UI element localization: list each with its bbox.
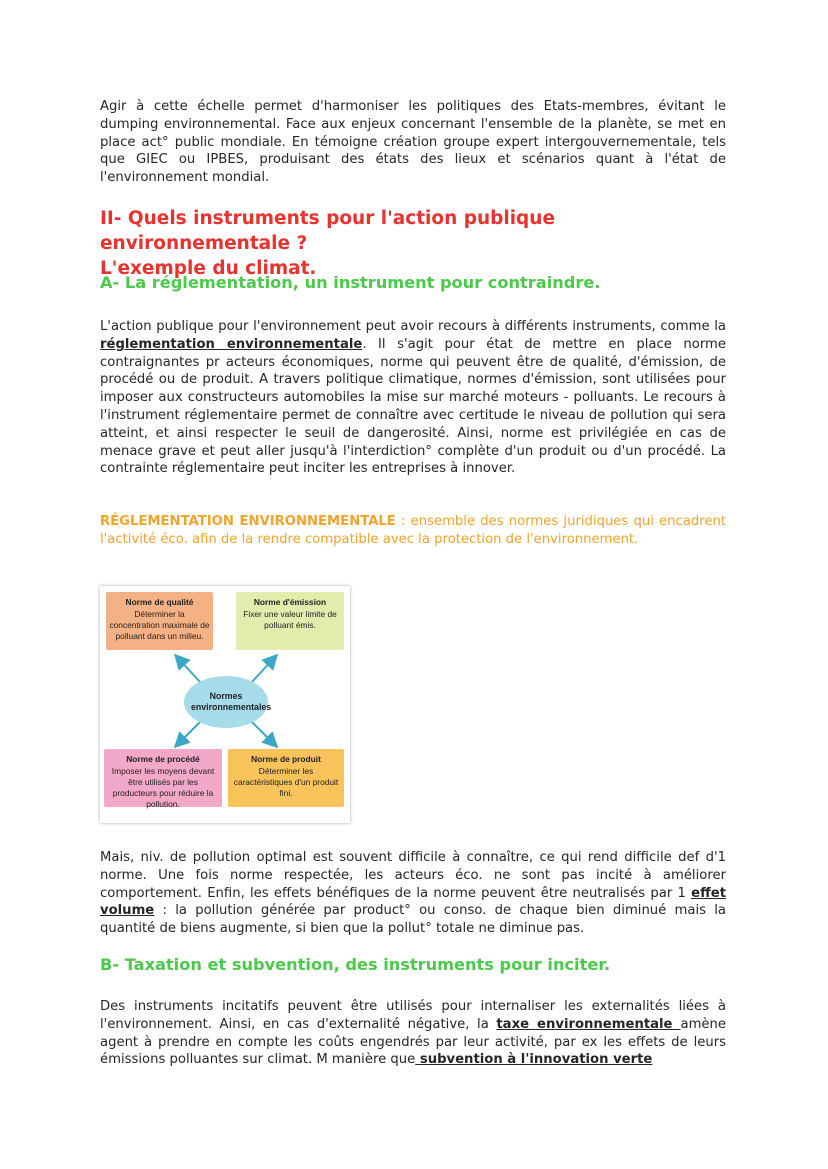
section-2-heading: [100, 206, 730, 281]
section-b-text-middle: amène agent à prendre en compte les coûts engendrés par leur activité, par ex les effets de leurs émissions polluantes sur climat. M manière que: [100, 1016, 727, 1068]
arrow-to-procede: [178, 722, 200, 744]
section-2-title-line2: L'exemple du climat.: [100, 258, 317, 279]
section-b-paragraph: [100, 998, 726, 1069]
intro-text: Agir à cette échelle permet d'harmoniser les politiques des Etats-membres, évitant le dumping environnemental. Face aux enjeux concernant l'ensemble de la planète, se met en place act° public mondiale. En témoigne création groupe expert intergouvernementale, tels que GIEC ou IPBES, produisant des états des lieux et scénarios quant à l'état de l'environnement mondial.: [100, 99, 726, 186]
section-a-p2-text-before: Mais, niv. de pollution optimal est souvent difficile à connaître, ce qui rend difficile def d'1 norme. Une fois norme respectée, les acteurs éco. ne sont pas incité à améliorer comportement. Enfin, les effets bénéfiques de la norme peuvent être neutralisés par 1: [100, 850, 726, 901]
definition-paragraph: [100, 513, 726, 549]
diagram-center-label: Normes environnementales: [191, 691, 272, 712]
term-effet-volume: effet volume: [100, 885, 726, 919]
normes-environnementales-ellipse: [184, 676, 272, 728]
norme-emission-text: Fixer une valeur limite de polluant émis.: [243, 609, 337, 630]
normes-environnementales-diagram: [100, 586, 350, 823]
section-b-text-before: Des instruments incitatifs peuvent être utilisés pour internaliser les externalités liées à l'environnement. Ainsi, en cas d'externalité négative, la: [100, 999, 726, 1032]
arrow-to-produit: [252, 722, 274, 744]
section-a-p1-text-after: . Il s'agit pour état de mettre en place norme contraignantes pr acteurs économiques, norme qui peuvent être de qualité, d'émission, de procédé ou de produit. A travers politique climatique, normes d'émission, sont utilisées pour imposer aux constructeurs automobiles la mise sur marché moteurs - polluants. Le recours à l'instrument réglementaire permet de connaître avec certitude le niveau de pollution qui sera atteint, et ainsi respecter le seuil de dangerosité. Ainsi, norme est privilégiée en cas de menace grave et peut aller jusqu'à l'interdiction° complète d'un produit ou d'un procédé. La contrainte réglementaire peut inciter les entreprises à innover.: [100, 336, 726, 477]
section-a-heading: [100, 272, 730, 294]
definition-text: : ensemble des normes juridiques qui encadrent l'activité éco. afin de la rendre compatible avec la protection de l'environnement.: [100, 514, 726, 547]
section-b-title: B- Taxation et subvention, des instruments pour inciter.: [100, 955, 611, 974]
term-reglementation-environnementale: réglementation environnementale: [100, 336, 363, 352]
term-taxe-environnementale: taxe environnementale: [496, 1016, 681, 1032]
norme-emission-box: [236, 592, 344, 650]
arrow-to-emission: [252, 658, 274, 682]
norme-qualite-title: Norme de qualité: [125, 597, 194, 607]
section-a-title: A- La réglementation, un instrument pour contraindre.: [100, 273, 601, 292]
norme-emission-title: Norme d'émission: [253, 597, 327, 607]
norme-produit-box: [228, 749, 344, 807]
section-a-paragraph-1: [100, 318, 726, 478]
norme-produit-text: Déterminer les caractéristiques d'un produit fini.: [233, 766, 339, 798]
arrow-to-qualite: [178, 658, 200, 682]
intro-paragraph: [100, 98, 726, 187]
norme-qualite-box: [106, 592, 213, 650]
norme-produit-title: Norme de produit: [251, 754, 321, 764]
section-a-paragraph-2: [100, 849, 726, 938]
section-2-title-line1: II- Quels instruments pour l'action publique environnementale ?: [100, 208, 556, 254]
term-subvention-innovation-verte: subvention à l'innovation verte: [415, 1052, 653, 1068]
norme-procede-box: [104, 749, 222, 807]
norme-qualite-text: Déterminer la concentration maximale de polluant dans un milieu.: [109, 609, 210, 641]
section-a-p1-text-before: L'action publique pour l'environnement peut avoir recours à différents instruments, comme la: [100, 319, 726, 334]
norme-procede-text: Imposer les moyens devant être utilisés par les producteurs pour réduire la pollution.: [111, 766, 215, 809]
section-a-p2-text-after: : la pollution générée par product° ou conso. de chaque bien diminué mais la quantité de biens augmente, si bien que la pollut° totale ne diminue pas.: [100, 903, 726, 937]
definition-term: RÉGLEMENTATION ENVIRONNEMENTALE: [100, 514, 396, 529]
norme-procede-title: Norme de procédé: [126, 754, 200, 764]
section-b-heading: [100, 954, 730, 976]
